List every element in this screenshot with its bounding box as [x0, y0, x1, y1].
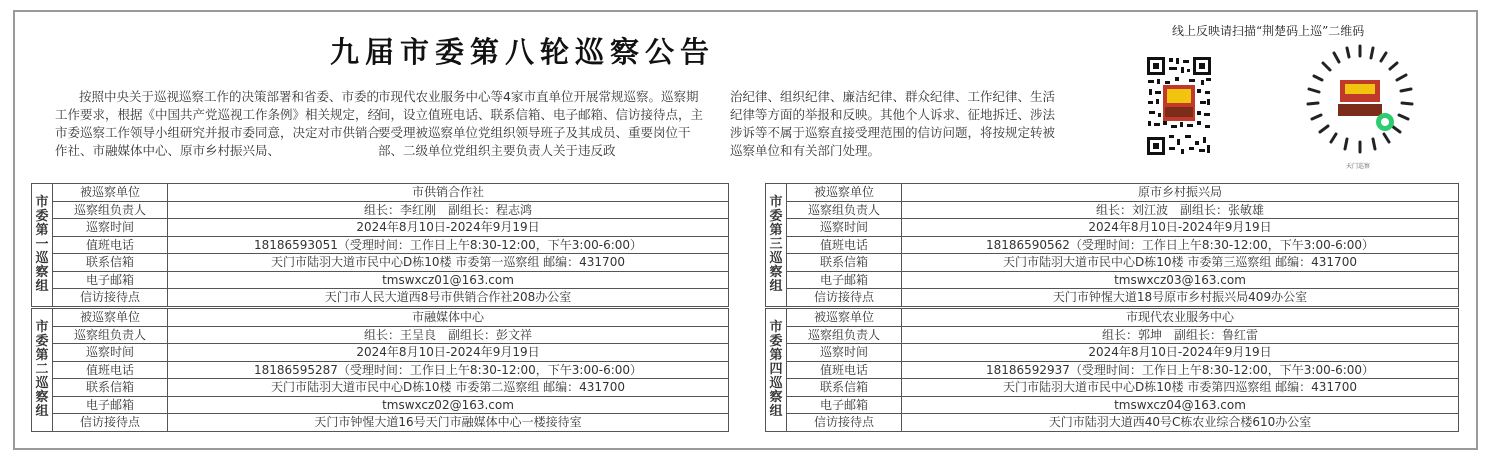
notice-title: 九届市委第八轮巡察公告 [330, 35, 716, 69]
row-key: 被巡察单位 [53, 309, 168, 327]
row-key: 巡察组负责人 [53, 201, 168, 219]
row-key: 信访接待点 [787, 414, 902, 432]
row-key: 电子邮箱 [787, 396, 902, 414]
row-key: 信访接待点 [787, 289, 902, 307]
table-row [766, 236, 1459, 254]
row-key: 巡察时间 [787, 219, 902, 237]
qr-caption: 线上反映请扫描“荆楚码上巡”二维码 [1172, 24, 1365, 38]
duty-phone: 18186590562（受理时间：工作日上午8:30-12:00，下午3:00-6:00） [902, 236, 1459, 254]
inspection-period: 2024年8月10日-2024年9月19日 [168, 344, 729, 362]
table-row [766, 379, 1459, 397]
qr-code-square[interactable] [1145, 55, 1213, 159]
table-row [32, 254, 729, 272]
group-leader: 组长：郭坤 副组长：鲁红雷 [902, 326, 1459, 344]
row-key: 联系信箱 [53, 379, 168, 397]
group-leader: 组长：王呈良 副组长：彭文祥 [168, 326, 729, 344]
row-key: 联系信箱 [787, 379, 902, 397]
table-row [32, 396, 729, 414]
email: tmswxcz03@163.com [902, 271, 1459, 289]
table-row [32, 184, 729, 202]
row-key: 被巡察单位 [787, 184, 902, 202]
table-row [766, 254, 1459, 272]
contact-mailbox: 天门市陆羽大道市民中心D栋10楼 市委第四巡察组 邮编：431700 [902, 379, 1459, 397]
group-leader: 组长：刘江波 副组长：张敏雄 [902, 201, 1459, 219]
table-row [32, 379, 729, 397]
row-key: 值班电话 [787, 236, 902, 254]
row-key: 巡察时间 [787, 344, 902, 362]
reception-point: 天门市陆羽大道西40号C栋农业综合楼610办公室 [902, 414, 1459, 432]
inspection-group-2-table [31, 308, 729, 432]
row-key: 电子邮箱 [53, 396, 168, 414]
group-3-label: 市 委 第 三 巡 察 组 [766, 184, 787, 307]
duty-phone: 18186592937（受理时间：工作日上午8:30-12:00，下午3:00-6:00） [902, 361, 1459, 379]
table-row [32, 219, 729, 237]
duty-phone: 18186595287（受理时间：工作日上午8:30-12:00，下午3:00-6:00） [168, 361, 729, 379]
table-row [32, 236, 729, 254]
row-key: 巡察时间 [53, 219, 168, 237]
table-row [766, 344, 1459, 362]
row-key: 联系信箱 [53, 254, 168, 272]
table-row [766, 361, 1459, 379]
table-row [766, 309, 1459, 327]
reception-point: 天门市钟惺大道16号天门市融媒体中心一楼接待室 [168, 414, 729, 432]
inspection-period: 2024年8月10日-2024年9月19日 [902, 219, 1459, 237]
contact-mailbox: 天门市陆羽大道市民中心D栋10楼 市委第二巡察组 邮编：431700 [168, 379, 729, 397]
group-2-label: 市 委 第 二 巡 察 组 [32, 309, 53, 432]
inspection-group-1-table [31, 183, 729, 307]
table-row [766, 326, 1459, 344]
paragraph-2: 市现代农业服务中心等4家市直单位开展常规巡察。巡察期间，设立值班电话、联系信箱、电子邮箱、信访接待点，主要受理被巡察单位党组织领导班子及其成员、重要岗位干部、二级单位党组织主要负责人关于违反政 [378, 89, 704, 158]
row-key: 值班电话 [787, 361, 902, 379]
qr-label-right: 天门巡察 [1346, 163, 1371, 170]
inspected-unit: 市现代农业服务中心 [902, 309, 1459, 327]
row-key: 电子邮箱 [787, 271, 902, 289]
row-key: 巡察时间 [53, 344, 168, 362]
row-key: 值班电话 [53, 236, 168, 254]
row-key: 被巡察单位 [53, 184, 168, 202]
inspected-unit: 原市乡村振兴局 [902, 184, 1459, 202]
paragraph-1: 按照中央关于巡视巡察工作的决策部署和省委、市委的工作要求，根据《中国共产党巡视工作条例》相关规定，经市委巡察工作领导小组研究并报市委同意，决定对市供销合作社、市融媒体中心、原市乡村振兴局、 [55, 89, 381, 158]
paragraph-3: 治纪律、组织纪律、廉洁纪律、群众纪律、工作纪律、生活纪律等方面的举报和反映。其他个人诉求、征地拆迁、涉法涉诉等不属于巡察直接受理范围的信访问题，将按规定转被巡察单位和有关部门处理。 [730, 89, 1056, 158]
group-4-label: 市 委 第 四 巡 察 组 [766, 309, 787, 432]
table-row [32, 271, 729, 289]
row-key: 巡察组负责人 [53, 326, 168, 344]
table-row [766, 219, 1459, 237]
table-row [32, 326, 729, 344]
table-row [32, 309, 729, 327]
inspection-group-3-table [765, 183, 1459, 307]
inspected-unit: 市供销合作社 [168, 184, 729, 202]
table-row [32, 414, 729, 432]
table-row [766, 289, 1459, 307]
duty-phone: 18186593051（受理时间：工作日上午8:30-12:00，下午3:00-6:00） [168, 236, 729, 254]
email: tmswxcz02@163.com [168, 396, 729, 414]
inspection-group-4-table [765, 308, 1459, 432]
reception-point: 天门市人民大道西8号市供销合作社208办公室 [168, 289, 729, 307]
row-key: 巡察组负责人 [787, 326, 902, 344]
inspected-unit: 市融媒体中心 [168, 309, 729, 327]
row-key: 信访接待点 [53, 289, 168, 307]
table-row [32, 289, 729, 307]
table-row [766, 271, 1459, 289]
row-key: 信访接待点 [53, 414, 168, 432]
row-key: 被巡察单位 [787, 309, 902, 327]
email: tmswxcz01@163.com [168, 271, 729, 289]
table-row [32, 361, 729, 379]
email: tmswxcz04@163.com [902, 396, 1459, 414]
contact-mailbox: 天门市陆羽大道市民中心D栋10楼 市委第一巡察组 邮编：431700 [168, 254, 729, 272]
table-row [32, 344, 729, 362]
group-1-label: 市 委 第 一 巡 察 组 [32, 184, 53, 307]
table-row [766, 414, 1459, 432]
row-key: 巡察组负责人 [787, 201, 902, 219]
mini-program-code[interactable] [1303, 42, 1417, 156]
reception-point: 天门市钟惺大道18号原市乡村振兴局409办公室 [902, 289, 1459, 307]
table-row [766, 396, 1459, 414]
row-key: 联系信箱 [787, 254, 902, 272]
group-leader: 组长：李红刚 副组长：程志鸿 [168, 201, 729, 219]
table-row [766, 184, 1459, 202]
row-key: 电子邮箱 [53, 271, 168, 289]
inspection-period: 2024年8月10日-2024年9月19日 [902, 344, 1459, 362]
table-row [32, 201, 729, 219]
contact-mailbox: 天门市陆羽大道市民中心D栋10楼 市委第三巡察组 邮编：431700 [902, 254, 1459, 272]
row-key: 值班电话 [53, 361, 168, 379]
table-row [766, 201, 1459, 219]
inspection-period: 2024年8月10日-2024年9月19日 [168, 219, 729, 237]
